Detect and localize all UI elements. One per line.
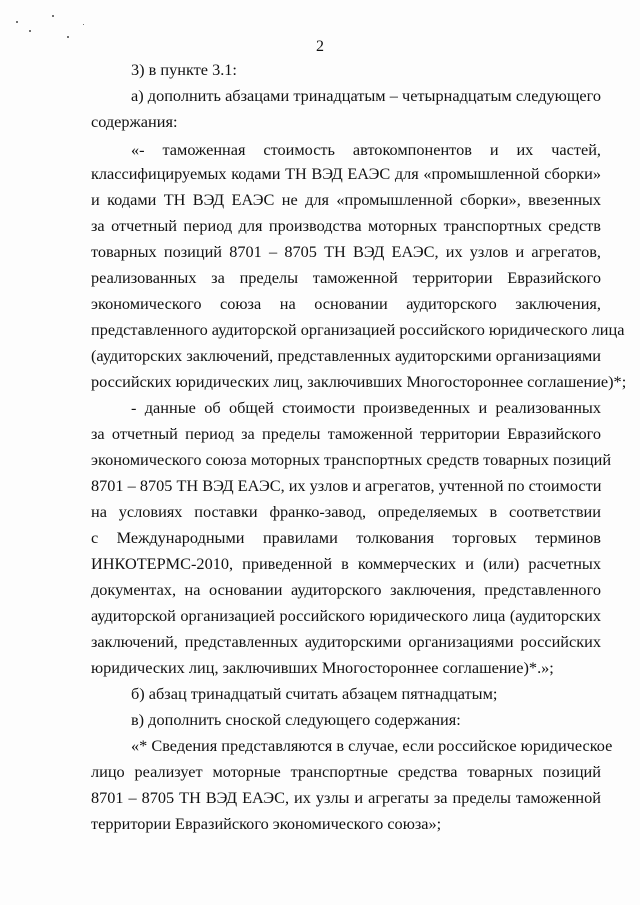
text-line: реализованных за пределы таможенной территории Евразийского xyxy=(91,268,601,287)
text-line: аудиторской организацией российского юридического лица (аудиторских xyxy=(91,606,601,625)
scan-speck xyxy=(52,15,54,17)
text-line: содержания: xyxy=(91,112,178,131)
scan-speck xyxy=(83,24,84,25)
text-line: лицо реализует моторные транспортные средства товарных позиций xyxy=(91,762,601,781)
text-line: территории Евразийского экономического союза»; xyxy=(91,814,442,833)
text-line: (аудиторских заключений, представленных аудиторскими организациями xyxy=(91,346,601,365)
text-line: в) дополнить сноской следующего содержания: xyxy=(131,710,461,729)
text-line: 8701 – 8705 ТН ВЭД ЕАЭС, их узлы и агрегаты за пределы таможенной xyxy=(91,788,601,807)
text-line: с Международными правилами толкования торговых терминов xyxy=(91,528,601,547)
text-line: и кодами ТН ВЭД ЕАЭС не для «промышленной сборки», ввезенных xyxy=(91,190,601,209)
text-line: документах, на основании аудиторского заключения, представленного xyxy=(91,580,601,599)
page-number: 2 xyxy=(316,38,324,55)
text-line: за отчетный период для производства моторных транспортных средств xyxy=(91,216,601,235)
text-line: юридических лиц, заключивших Многостороннее соглашение)*.»; xyxy=(91,658,554,677)
scan-speck xyxy=(16,21,18,23)
text-line: - данные об общей стоимости произведенных и реализованных xyxy=(131,398,601,417)
text-line: б) абзац тринадцатый считать абзацем пятнадцатым; xyxy=(131,684,498,703)
scan-speck xyxy=(29,30,31,32)
text-line: товарных позиций 8701 – 8705 ТН ВЭД ЕАЭС, их узлов и агрегатов, xyxy=(91,242,601,261)
text-line: за отчетный период за пределы таможенной территории Евразийского xyxy=(91,424,601,443)
text-line: экономического союза на основании аудиторского заключения, xyxy=(91,294,601,313)
text-line: представленного аудиторской организацией российского юридического лица xyxy=(91,320,625,339)
text-line: на условиях поставки франко-завод, определяемых в соответствии xyxy=(91,502,601,521)
text-line: ИНКОТЕРМС-2010, приведенной в коммерческих и (или) расчетных xyxy=(91,554,601,573)
text-line: 3) в пункте 3.1: xyxy=(131,60,237,79)
text-line: заключений, представленных аудиторскими организациями российских xyxy=(91,632,601,651)
text-line: 8701 – 8705 ТН ВЭД ЕАЭС, их узлов и агрегатов, учтенной по стоимости xyxy=(91,476,602,495)
text-line: российских юридических лиц, заключивших Многостороннее соглашение)*; xyxy=(91,372,627,391)
text-line: а) дополнить абзацами тринадцатым – четырнадцатым следующего xyxy=(131,86,601,105)
text-line: классифицируемых кодами ТН ВЭД ЕАЭС для «промышленной сборки» xyxy=(91,164,601,183)
text-line: экономического союза моторных транспортных средств товарных позиций xyxy=(91,450,612,469)
text-line: «* Сведения представляются в случае, если российское юридическое xyxy=(131,736,613,755)
text-line: «- таможенная стоимость автокомпонентов и их частей, xyxy=(131,140,601,159)
